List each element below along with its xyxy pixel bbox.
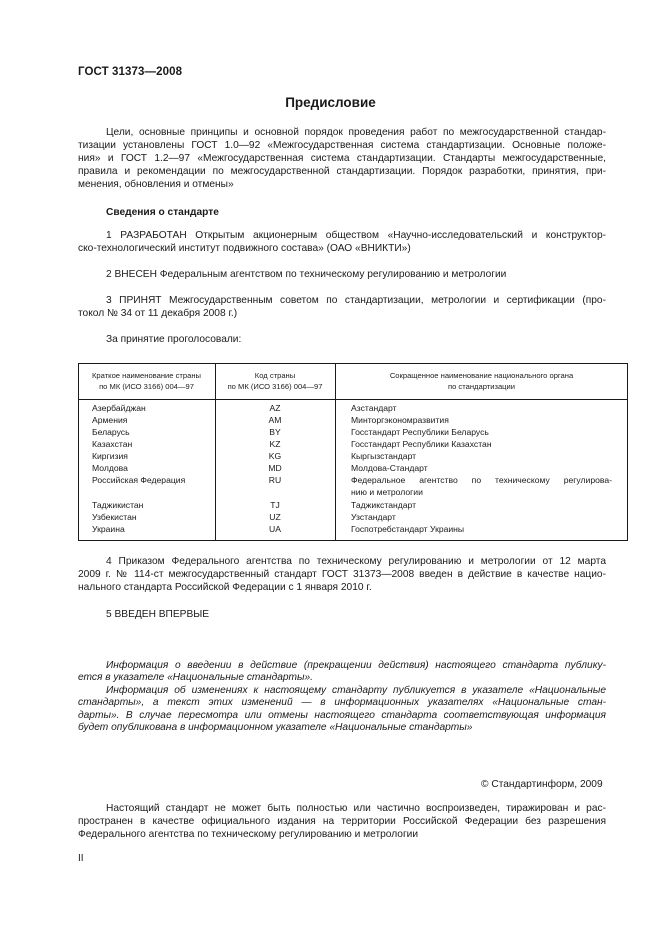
info-line: дарты». В случае пересмотра или отмены настоящего стандарта соответствующая информация <box>78 709 606 721</box>
page-number: II <box>78 853 84 864</box>
notice-line: Федерального агентства по техническому регулированию и метрологии <box>78 829 419 841</box>
item-3-line: токол № 34 от 11 декабря 2008 г.) <box>78 308 238 320</box>
item-1 <box>78 229 606 255</box>
table-row: Казахстан KZ Госстандарт Республики Казахстан <box>92 439 492 449</box>
notice-line: пространен в качестве официального издания на территории Российской Федерации без разрешения <box>78 816 606 828</box>
table-row: Азербайджан AZ Азстандарт <box>92 403 397 413</box>
table-row: Армения AM Минторгэкономразвития <box>92 415 449 425</box>
header-code: Код страны по МК (ИСО 3166) 004—97 <box>227 371 323 391</box>
table-row: Узбекистан UZ Узстандарт <box>92 512 396 522</box>
copyright: © Стандартинформ, 2009 <box>481 779 603 790</box>
item-1-line: 1 РАЗРАБОТАН Открытым акционерным обществом «Научно-исследовательский и конструктор- <box>106 230 606 241</box>
intro-line: тизации установлены ГОСТ 1.0—92 «Межгосударственная система стандартизации. Основные положе- <box>78 140 606 152</box>
reproduction-notice <box>78 802 606 841</box>
info-line: ется в указателе «Национальные стандарты». <box>78 672 314 684</box>
info-line: стандарты», а текст этих изменений — в информационных указателях «Национальные стан- <box>78 697 606 709</box>
item-3 <box>78 294 606 320</box>
notice-line: Настоящий стандарт не может быть полностью или частично воспроизведен, тиражирован и рас- <box>106 803 606 814</box>
intro-paragraph <box>78 126 606 191</box>
info-line: будет опубликована в информационном указателе «Национальные стандарты» <box>78 722 473 734</box>
table-row: Беларусь BY Госстандарт Республики Беларусь <box>92 427 489 437</box>
section-title: Сведения о стандарте <box>106 207 219 218</box>
intro-line: Цели, основные принципы и основной порядок проведения работ по межгосударственной стандар- <box>106 127 606 138</box>
item-3-line: 3 ПРИНЯТ Межгосударственным советом по стандартизации, метрологии и сертификации (про- <box>106 295 606 306</box>
intro-line: ния» и ГОСТ 1.2—97 «Межгосударственная система стандартизации. Стандарты межгосударственные, <box>78 153 606 165</box>
header-agency: Сокращенное наименование национального органа по стандартизации <box>389 371 574 391</box>
page-title: Предисловие <box>285 95 376 110</box>
document-code: ГОСТ 31373—2008 <box>78 66 183 78</box>
item-5: 5 ВВЕДЕН ВПЕРВЫЕ <box>106 609 210 620</box>
table-row: нию и метрологии <box>351 487 423 497</box>
item-4-line: нального стандарта Российской Федерации с 1 января 2010 г. <box>78 582 372 594</box>
intro-line: правила и рекомендации по межгосударственной стандартизации. Порядок разработки, принятия, при- <box>78 166 606 178</box>
intro-line: менения, обновления и отмены» <box>78 179 234 191</box>
table-row: Киргизия KG Кыргызстандарт <box>92 451 417 461</box>
item-1-line: ско-технологический институт подвижного состава» (ОАО «ВНИКТИ») <box>78 243 411 255</box>
table-row: Российская Федерация RU Федеральное агентство по техническому регулирова- <box>92 475 612 485</box>
table-row: Украина UA Госпотребстандарт Украины <box>92 524 465 534</box>
item-4-line: 4 Приказом Федерального агентства по техническому регулированию и метрологии от 12 марта <box>106 556 606 567</box>
info-paragraph-2 <box>78 685 606 735</box>
table-row: Молдова MD Молдова-Стандарт <box>92 463 428 473</box>
header-country: Краткое наименование страны по МК (ИСО 3166) 004—97 <box>92 371 201 391</box>
table-row: Таджикистан TJ Таджикстандарт <box>92 500 417 510</box>
info-paragraph-1 <box>78 660 606 685</box>
item-4 <box>78 555 606 594</box>
item-2: 2 ВНЕСЕН Федеральным агентством по техническому регулированию и метрологии <box>106 269 507 280</box>
voted-label: За принятие проголосовали: <box>106 334 242 345</box>
item-4-line: 2009 г. № 114-ст межгосударственный стандарт ГОСТ 31373—2008 введен в действие в качестве нацио- <box>78 569 606 581</box>
info-line: Информация об изменениях к настоящему стандарту публикуется в указателе «Национальные <box>106 685 606 696</box>
countries-table <box>78 363 628 541</box>
info-line: Информация о введении в действие (прекращении действия) настоящего стандарта публику- <box>106 660 606 671</box>
